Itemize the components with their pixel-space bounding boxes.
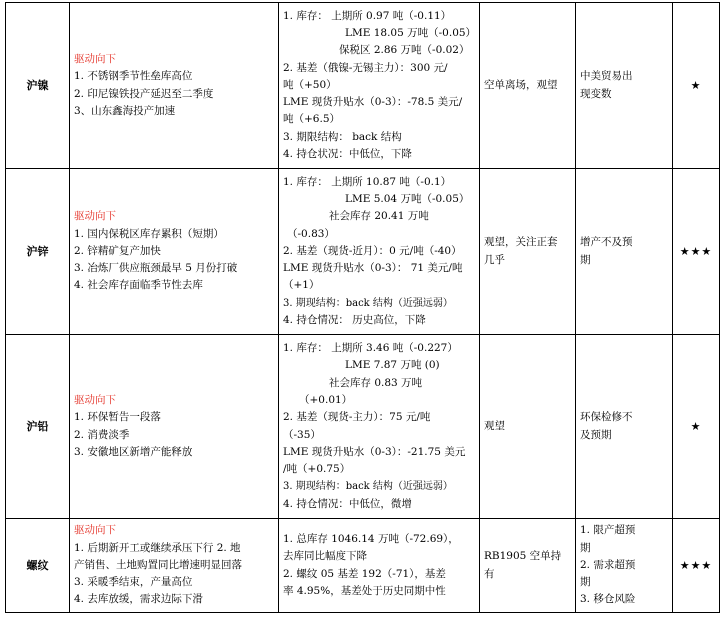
risk-line: 中美贸易出 (580, 70, 633, 83)
risk-line: 1. 限产超预 (580, 524, 636, 537)
driver-item: 3. 安徽地区新增产能释放 (74, 445, 193, 458)
strategy-line: 几乎 (484, 253, 505, 266)
driver-item: 2. 锌精矿复产加快 (74, 244, 161, 257)
star-rating: ★ (673, 3, 720, 169)
data-line: /吨（+0.75） (283, 463, 351, 476)
data-line: LME 现货升贴水（0-3）：-21.75 美元 (283, 445, 466, 458)
data-line: 2. 基差（现货-近月）：0 元/吨（-40） (283, 244, 462, 257)
driver-title: 驱动向下 (74, 524, 116, 537)
data-line: 2. 基差（俄镍-无锡主力）：300 元/ (283, 61, 448, 74)
risk-line: 及预期 (580, 428, 612, 441)
commodity-name: 沪锌 (6, 169, 70, 335)
driver-title: 驱动向下 (74, 210, 116, 223)
data-line: 2. 基差（现货-主力）：75 元/吨 (283, 411, 431, 424)
data-line: （-35） (283, 428, 321, 441)
data-line: 1. 库存： 上期所 0.97 吨（-0.11） (283, 9, 452, 22)
table-row (6, 335, 720, 519)
data-line: 吨（+50） (283, 78, 337, 91)
strategy-cell (480, 169, 576, 335)
data-line: 4. 持仓状况：中低位，下降 (283, 148, 412, 161)
driver-item: 3、山东鑫海投产加速 (74, 104, 176, 117)
data-line: LME 18.05 万吨（-0.05） (345, 26, 477, 39)
driver-item: 2. 消费淡季 (74, 428, 130, 441)
data-line: 3. 期现结构：back 结构（近强远弱） (283, 297, 453, 309)
data-line: 社会库存 20.41 万吨 (329, 210, 429, 223)
data-line: LME 现货升贴水（0-3）： 71 美元/吨 (283, 262, 463, 275)
strategy-cell: 空单离场，观望 (480, 3, 576, 169)
commodity-name: 沪镍 (6, 3, 70, 169)
driver-cell (70, 335, 279, 519)
data-line: （+0.01） (299, 393, 353, 406)
strategy-cell: 观望 (480, 335, 576, 519)
table-row (6, 3, 720, 169)
driver-item: 4. 社会库存面临季节性去库 (74, 279, 203, 292)
table-row (6, 519, 720, 613)
commodity-table (5, 2, 720, 613)
risk-cell (576, 169, 673, 335)
driver-cell (70, 519, 279, 613)
risk-line: 环保检修不 (580, 411, 633, 424)
data-cell (279, 3, 480, 169)
driver-item: 4. 去库放缓，需求边际下滑 (74, 593, 203, 606)
strategy-line: 观望，关注正套 (484, 236, 558, 249)
data-line: 1. 库存： 上期所 3.46 吨（-0.227） (283, 342, 458, 355)
driver-item: 1. 后期新开工或继续承压下行 2. 地 (74, 541, 241, 554)
risk-line: 期 (580, 576, 591, 589)
data-line: 3. 期现结构：back 结构（近强远弱） (283, 481, 453, 493)
risk-line: 现变数 (580, 87, 612, 100)
commodity-name: 沪铅 (6, 335, 70, 519)
star-rating: ★★★ (673, 169, 720, 335)
data-line: 去库同比幅度下降 (283, 550, 367, 563)
risk-line: 2. 需求超预 (580, 558, 636, 571)
data-line: 社会库存 0.83 万吨 (329, 376, 423, 389)
driver-cell (70, 169, 279, 335)
star-rating: ★★★ (673, 519, 720, 613)
risk-line: 3. 移仓风险 (580, 593, 636, 606)
data-cell (279, 519, 480, 613)
driver-cell (70, 3, 279, 169)
data-line: 保税区 2.86 万吨（-0.02） (339, 44, 470, 57)
data-line: LME 现货升贴水（0-3）：-78.5 美元/ (283, 96, 463, 109)
driver-item: 1. 不锈钢季节性垒库高位 (74, 70, 193, 83)
driver-item: 1. 国内保税区库存累积（短期） (74, 227, 224, 240)
data-line: 吨（+6.5） (283, 113, 340, 126)
risk-line: 期 (580, 253, 591, 266)
strategy-cell: RB1905 空单持有 (480, 519, 576, 613)
driver-item: 1. 环保暂告一段落 (74, 411, 161, 424)
data-line: 3. 期限结构： back 结构 (283, 130, 402, 143)
driver-item: 3. 采暖季结束，产量高位 (74, 576, 193, 589)
driver-item: 2. 印尼镍铁投产延迟至二季度 (74, 87, 214, 100)
data-line: 4. 持仓情况：中低位，微增 (283, 497, 412, 510)
risk-line: 增产不及预 (580, 236, 633, 249)
driver-item: 产销售、土地购置同比增速明显回落 (74, 558, 242, 571)
table-row (6, 169, 720, 335)
data-line: （-0.83） (287, 227, 335, 240)
driver-title: 驱动向下 (74, 52, 116, 65)
data-cell (279, 169, 480, 335)
data-line: 率 4.95%，基差处于历史同期中性 (283, 584, 446, 597)
data-line: 2. 螺纹 05 基差 192（-71），基差 (283, 567, 446, 580)
data-line: LME 5.04 万吨（-0.05） (345, 192, 470, 205)
risk-cell (576, 3, 673, 169)
risk-line: 期 (580, 541, 591, 554)
data-line: 1. 库存： 上期所 10.87 吨（-0.1） (283, 175, 452, 188)
star-rating: ★ (673, 335, 720, 519)
data-line: LME 7.87 万吨 (0) (345, 359, 440, 372)
driver-title: 驱动向下 (74, 393, 116, 406)
risk-cell (576, 335, 673, 519)
data-cell (279, 335, 480, 519)
driver-item: 3. 冶炼厂供应瓶颈最早 5 月份打破 (74, 262, 238, 275)
data-line: 4. 持仓情况： 历史高位，下降 (283, 314, 426, 327)
commodity-name: 螺纹 (6, 519, 70, 613)
data-line: （+1） (283, 279, 320, 292)
risk-cell (576, 519, 673, 613)
data-line: 1. 总库存 1046.14 万吨（-72.69）， (283, 532, 459, 545)
